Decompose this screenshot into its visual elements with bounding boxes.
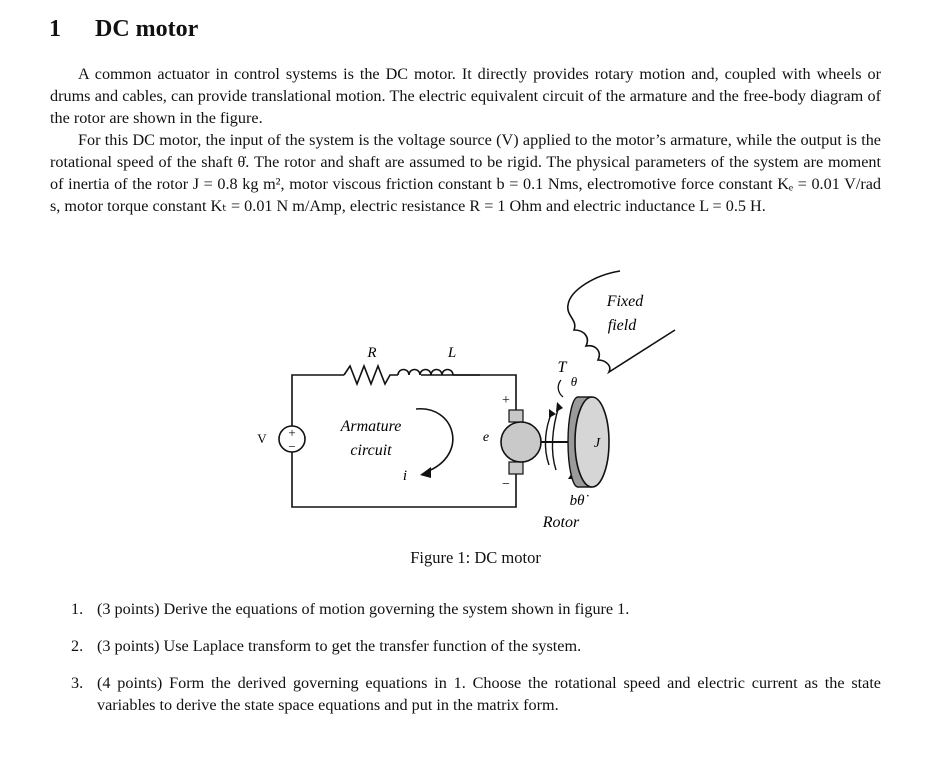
- fixed-field-label-line1: Fixed: [606, 293, 644, 310]
- emf-plus-label: +: [502, 393, 510, 408]
- section-number: 1: [49, 16, 61, 42]
- source-label: V: [257, 431, 267, 446]
- current-arrowhead: [420, 467, 431, 478]
- question-number: 3.: [71, 674, 84, 692]
- section-heading: [49, 16, 198, 43]
- question-number: 2.: [71, 637, 84, 655]
- inertia-label: J: [593, 436, 601, 451]
- torque-arrowhead-1: [549, 409, 556, 418]
- torque-arrowhead-2: [556, 402, 563, 412]
- resistor-symbol: [344, 366, 398, 384]
- shaft-rotation-arrow: [558, 380, 563, 397]
- emf-minus-label: −: [502, 477, 510, 492]
- motor-armature: [501, 422, 541, 462]
- current-arrow: [416, 409, 453, 472]
- fixed-field-label-line2: field: [607, 317, 637, 334]
- motor-brush-top: [509, 410, 523, 422]
- source-plus-label: +: [288, 425, 296, 440]
- question-item: [71, 598, 881, 620]
- emf-label: e: [482, 430, 490, 445]
- paragraph-intro-text: A common actuator in control systems is the DC motor. It directly provides rotary motion and, coupled with wheels or drums and cables, can provide translational motion. The electric equivalent circuit of the armature and the free-body diagram of the rotor are shown in the figure.: [50, 65, 881, 127]
- source-minus-label: −: [288, 439, 296, 454]
- question-text: (3 points) Use Laplace transform to get the transfer function of the system.: [97, 637, 582, 655]
- paragraph-parameters: [50, 129, 881, 217]
- current-label: i: [402, 468, 408, 484]
- section-title: DC motor: [95, 16, 199, 42]
- rotor-label: Rotor: [542, 514, 580, 531]
- question-number: 1.: [71, 600, 84, 618]
- torque-label: T: [557, 359, 567, 376]
- figure-caption: Figure 1: DC motor: [410, 548, 541, 567]
- dc-motor-figure: [255, 258, 695, 538]
- resistor-label: R: [367, 345, 377, 361]
- question-text: (3 points) Derive the equations of motion governing the system shown in figure 1.: [97, 600, 630, 618]
- theta-label: θ: [570, 374, 578, 389]
- armature-label-line2: circuit: [350, 442, 392, 459]
- rotor-disk-face: [575, 397, 609, 487]
- paragraph-intro: [50, 63, 881, 129]
- question-text: (4 points) Form the derived governing equations in 1. Choose the rotational speed and electric current as the state variables to derive the state space equations and put in the matrix form.: [97, 674, 881, 714]
- question-list: [71, 598, 881, 731]
- motor-brush-bottom: [509, 462, 523, 474]
- damping-label: bθ̇: [569, 493, 585, 509]
- paragraph-parameters-text: For this DC motor, the input of the system is the voltage source (V) applied to the motor’s armature, while the output is the rotational speed of the shaft θ̇. The rotor and shaft are assumed to be rigid. The physical parameters of the system are moment of inertia of the rotor J = 0.8 kg m², motor viscous friction constant b = 0.1 Nms, electromotive force constant Kₑ = 0.01 V/rad s, motor torque constant Kₜ = 0.01 N m/Amp, electric resistance R = 1 Ohm and electric inductance L = 0.5 H.: [50, 131, 881, 215]
- question-item: [71, 635, 881, 657]
- question-item: [71, 672, 881, 716]
- inductor-symbol: [398, 370, 480, 375]
- inductor-label: L: [447, 345, 457, 361]
- armature-label-line1: Armature: [340, 418, 402, 435]
